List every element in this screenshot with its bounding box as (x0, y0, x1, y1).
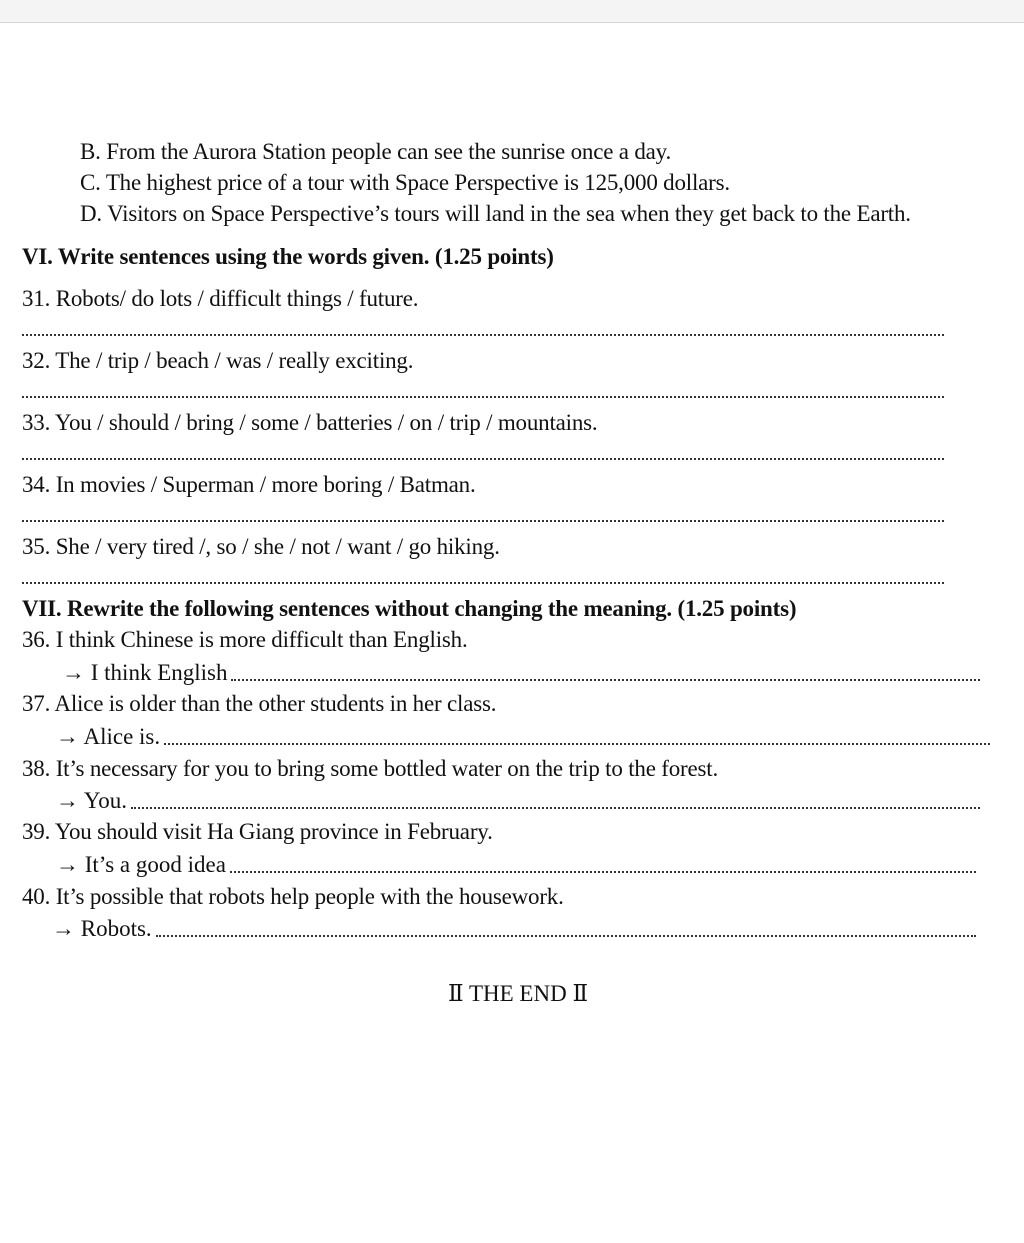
end-marker: Ⅱ THE END Ⅱ (448, 981, 589, 1006)
rewrite-line-39[interactable] (56, 851, 976, 879)
answer-dots-38[interactable] (131, 807, 980, 809)
rewrite-line-38[interactable] (56, 787, 980, 815)
answer-line-32[interactable] (22, 396, 944, 398)
question-39: 39. You should visit Ha Giang province in February. (22, 819, 493, 844)
rewrite-line-37[interactable] (56, 723, 990, 751)
section-6-heading: VI. Write sentences using the words given. (1.25 points) (22, 244, 554, 269)
answer-line-31[interactable] (22, 334, 944, 336)
answer-dots-39[interactable] (230, 871, 976, 873)
answer-line-35[interactable] (22, 582, 944, 584)
question-32: 32. The / trip / beach / was / really exciting. (22, 348, 414, 373)
question-40: 40. It’s possible that robots help people with the housework. (22, 884, 564, 909)
answer-line-33[interactable] (22, 458, 944, 460)
rewrite-prompt-39: → It’s a good idea (56, 852, 226, 877)
option-d: D. Visitors on Space Perspective’s tours will land in the sea when they get back to the Earth. (80, 201, 911, 226)
question-31: 31. Robots/ do lots / difficult things / future. (22, 286, 419, 311)
answer-line-34[interactable] (22, 520, 944, 522)
question-35: 35. She / very tired /, so / she / not / want / go hiking. (22, 534, 500, 559)
rewrite-line-36[interactable] (62, 659, 980, 687)
question-36: 36. I think Chinese is more difficult than English. (22, 627, 468, 652)
rewrite-prompt-38: → You. (56, 788, 127, 813)
question-38: 38. It’s necessary for you to bring some bottled water on the trip to the forest. (22, 756, 718, 781)
option-b: B. From the Aurora Station people can see the sunrise once a day. (80, 139, 672, 164)
rewrite-prompt-37: → Alice is. (56, 724, 161, 749)
rewrite-line-40[interactable] (52, 915, 976, 943)
question-34: 34. In movies / Superman / more boring / Batman. (22, 472, 476, 497)
option-c: C. The highest price of a tour with Space Perspective is 125,000 dollars. (80, 170, 730, 195)
viewer-top-bar (0, 0, 1024, 23)
rewrite-prompt-36: → I think English (62, 660, 228, 685)
question-33: 33. You / should / bring / some / batteries / on / trip / mountains. (22, 410, 598, 435)
rewrite-prompt-40: → Robots. (52, 916, 152, 941)
section-7-heading: VII. Rewrite the following sentences without changing the meaning. (1.25 points) (22, 596, 797, 621)
answer-dots-36[interactable] (231, 679, 980, 681)
answer-dots-37[interactable] (164, 743, 990, 745)
question-37: 37. Alice is older than the other students in her class. (22, 691, 497, 716)
answer-dots-40[interactable] (156, 935, 976, 937)
